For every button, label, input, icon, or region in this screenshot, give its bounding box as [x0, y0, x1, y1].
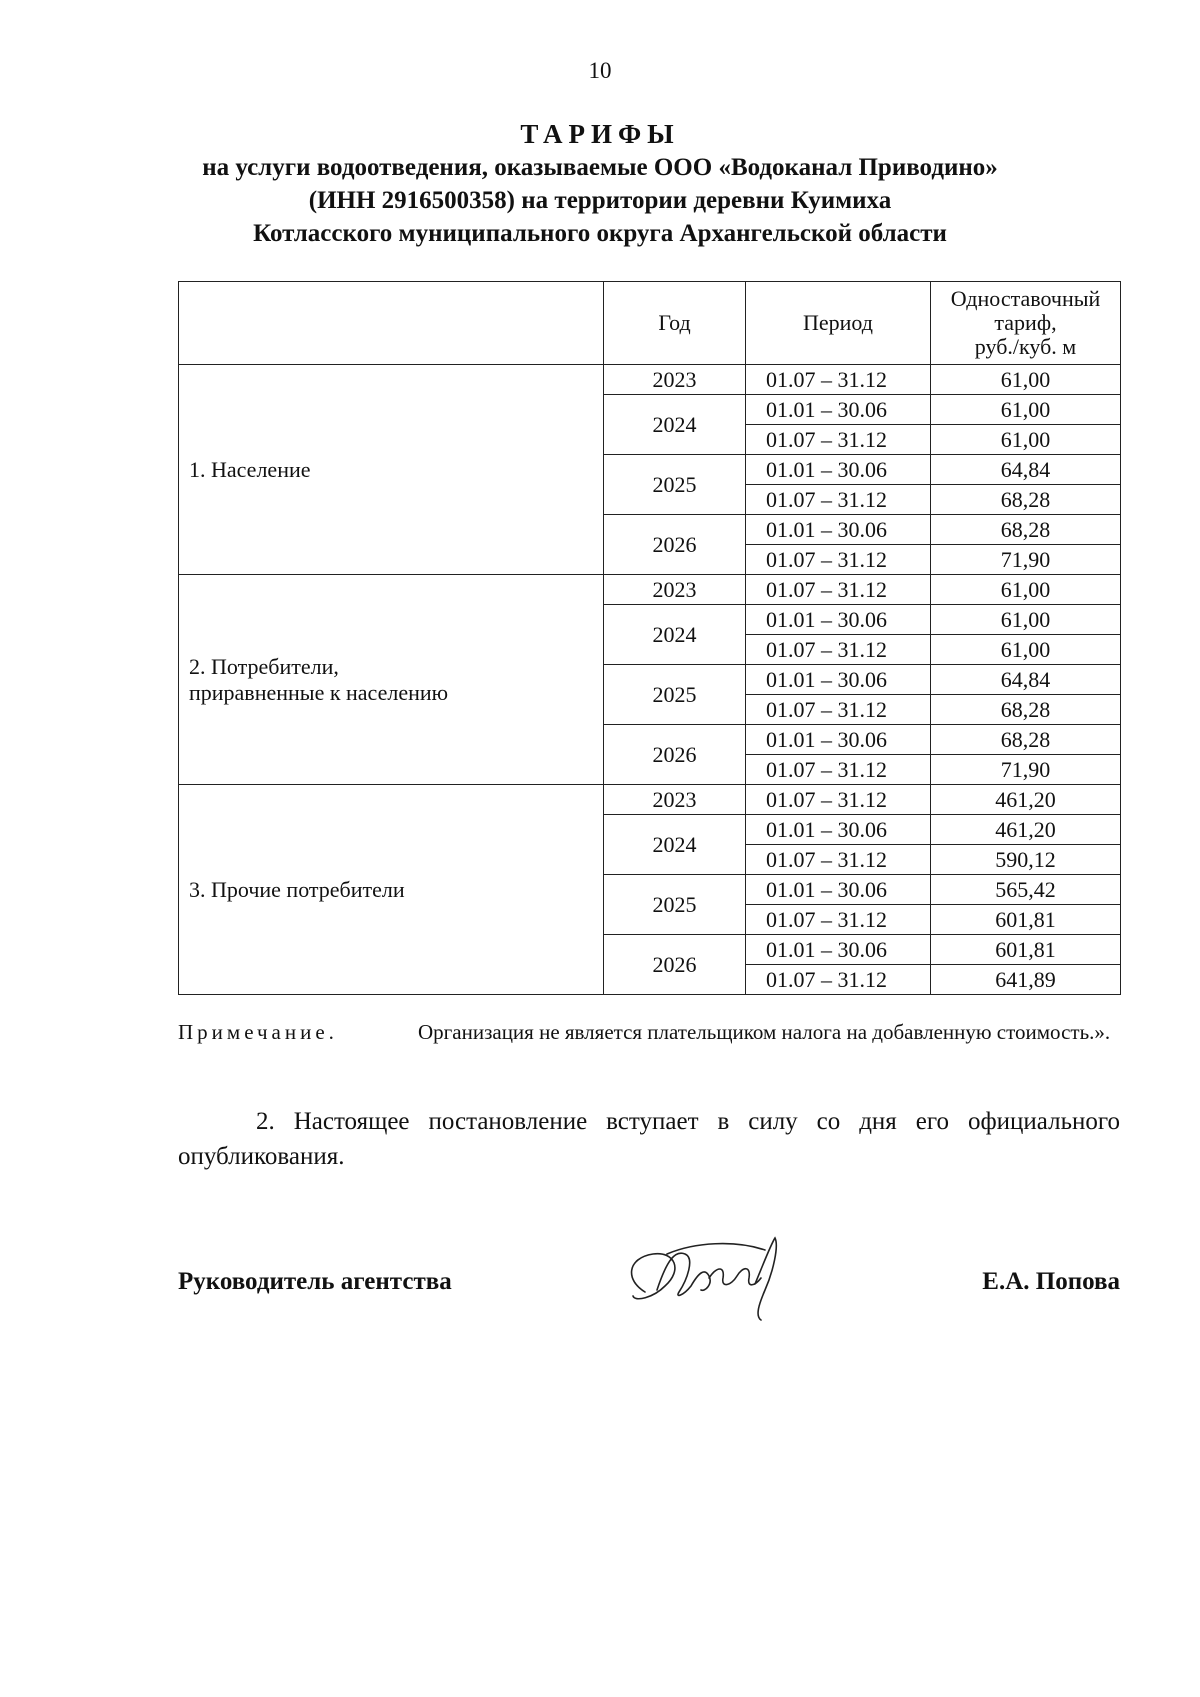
header-tariff-line-1: Одноставочный [950, 286, 1101, 311]
period-cell: 01.07 – 31.12 [746, 485, 931, 515]
tariff-table [178, 281, 1121, 995]
period-cell: 01.07 – 31.12 [746, 545, 931, 575]
tariff-value-cell: 68,28 [931, 515, 1121, 545]
tariff-value-cell: 64,84 [931, 665, 1121, 695]
tariff-value-cell: 461,20 [931, 815, 1121, 845]
year-cell: 2026 [604, 515, 746, 575]
heading-title: ТАРИФЫ [520, 119, 680, 149]
signer-role: Руководитель агентства [178, 1268, 452, 1295]
note-label: Примечание. [178, 1020, 338, 1044]
year-cell: 2025 [604, 875, 746, 935]
heading-line-2: (ИНН 2916500358) на территории деревни Куимиха [308, 187, 892, 214]
tariff-value-cell: 68,28 [931, 485, 1121, 515]
period-cell: 01.07 – 31.12 [746, 785, 931, 815]
year-cell: 2023 [604, 575, 746, 605]
tariff-value-cell: 71,90 [931, 755, 1121, 785]
period-cell: 01.07 – 31.12 [746, 965, 931, 995]
category-label-line-1: 1. Население [189, 456, 311, 482]
header-period: Период [746, 282, 931, 365]
note-text: Организация не является плательщиком налога на добавленную стоимость.». [418, 1020, 1111, 1044]
year-cell: 2024 [604, 395, 746, 455]
table-header-row [179, 282, 1121, 365]
header-tariff-line-2: тариф, [994, 310, 1057, 335]
year-cell: 2023 [604, 785, 746, 815]
period-cell: 01.01 – 30.06 [746, 455, 931, 485]
period-cell: 01.01 – 30.06 [746, 605, 931, 635]
category-cell [179, 365, 604, 575]
tariff-value-cell: 61,00 [931, 605, 1121, 635]
year-cell: 2025 [604, 455, 746, 515]
table-row [179, 365, 1121, 395]
tariff-value-cell: 68,28 [931, 695, 1121, 725]
category-label-line-2: приравненные к населению [189, 679, 449, 705]
year-cell: 2024 [604, 605, 746, 665]
year-cell: 2025 [604, 665, 746, 725]
tariff-value-cell: 61,00 [931, 425, 1121, 455]
period-cell: 01.07 – 31.12 [746, 425, 931, 455]
table-row [179, 575, 1121, 605]
header-year: Год [604, 282, 746, 365]
period-cell: 01.07 – 31.12 [746, 905, 931, 935]
page-number: 10 [588, 58, 612, 83]
year-cell: 2026 [604, 725, 746, 785]
tariff-value-cell: 71,90 [931, 545, 1121, 575]
period-cell: 01.07 – 31.12 [746, 635, 931, 665]
tariff-value-cell: 641,89 [931, 965, 1121, 995]
tariff-table-body [179, 365, 1121, 995]
clause-effective-date: 2. Настоящее постановление вступает в силу со дня его официального опубликования. [178, 1108, 1120, 1170]
tariff-value-cell: 461,20 [931, 785, 1121, 815]
tariff-value-cell: 565,42 [931, 875, 1121, 905]
period-cell: 01.07 – 31.12 [746, 845, 931, 875]
header-tariff [931, 282, 1121, 365]
handwritten-signature-icon [605, 1220, 835, 1330]
period-cell: 01.07 – 31.12 [746, 365, 931, 395]
category-cell [179, 785, 604, 995]
period-cell: 01.01 – 30.06 [746, 815, 931, 845]
header-tariff-line-3: руб./куб. м [974, 334, 1077, 359]
heading-line-1: на услуги водоотведения, оказываемые ООО «Водоканал Приводино» [202, 154, 998, 181]
period-cell: 01.01 – 30.06 [746, 935, 931, 965]
table-row [179, 785, 1121, 815]
heading-line-3: Котласского муниципального округа Архангельской области [253, 220, 947, 247]
category-label-line-1: 3. Прочие потребители [189, 876, 405, 902]
period-cell: 01.01 – 30.06 [746, 395, 931, 425]
header-category [179, 282, 604, 365]
period-cell: 01.07 – 31.12 [746, 575, 931, 605]
period-cell: 01.01 – 30.06 [746, 515, 931, 545]
tariff-value-cell: 61,00 [931, 635, 1121, 665]
year-cell: 2023 [604, 365, 746, 395]
tariff-value-cell: 64,84 [931, 455, 1121, 485]
period-cell: 01.01 – 30.06 [746, 875, 931, 905]
tariff-value-cell: 61,00 [931, 365, 1121, 395]
signer-name: Е.А. Попова [982, 1268, 1120, 1295]
tariff-value-cell: 61,00 [931, 575, 1121, 605]
tariff-value-cell: 590,12 [931, 845, 1121, 875]
period-cell: 01.07 – 31.12 [746, 695, 931, 725]
category-cell [179, 575, 604, 785]
period-cell: 01.01 – 30.06 [746, 665, 931, 695]
tariff-value-cell: 61,00 [931, 395, 1121, 425]
year-cell: 2026 [604, 935, 746, 995]
period-cell: 01.07 – 31.12 [746, 755, 931, 785]
period-cell: 01.01 – 30.06 [746, 725, 931, 755]
year-cell: 2024 [604, 815, 746, 875]
tariff-value-cell: 601,81 [931, 935, 1121, 965]
tariff-value-cell: 601,81 [931, 905, 1121, 935]
document-heading [150, 118, 1050, 250]
category-label-line-1: 2. Потребители, [189, 653, 339, 679]
tariff-value-cell: 68,28 [931, 725, 1121, 755]
